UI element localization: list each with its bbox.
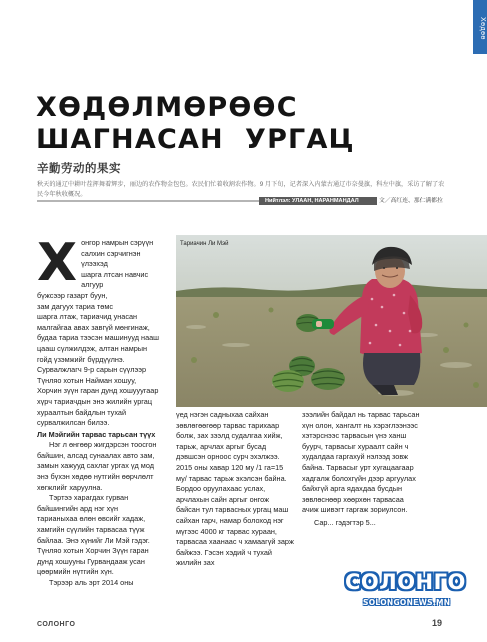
byline-bar <box>37 197 447 205</box>
byline-rule <box>37 200 259 202</box>
lead-line: салхин сэрчигнэн үлээхэд <box>81 248 141 269</box>
byline-author: 文／高红连、那仁满都拉 <box>379 198 443 204</box>
headline-line-2: ШАГНАСАН УРГАЦ <box>36 124 355 155</box>
farmer-photo <box>176 235 487 407</box>
solongo-logo[interactable] <box>345 570 466 625</box>
article-headline <box>36 92 356 156</box>
section-edge-tab <box>473 0 487 54</box>
section-subhead: Ли Мэйгийн тарвас тарьсан түүх <box>37 429 156 439</box>
byline-label: Нийтлэл: УЛААН, НАРАНМАНДАЛ <box>259 197 377 205</box>
headline-line-1: ХӨДӨЛМӨРӨӨС <box>36 92 298 123</box>
drop-cap: Х <box>37 233 78 293</box>
lead-line: зам дагуух тариа төмс <box>37 301 114 311</box>
logo-wordmark: СОЛОНГО <box>345 570 466 594</box>
article-column-2 <box>176 410 294 569</box>
paragraph: шарга лтаж, тариачид унасан малгайгаа авах завгүй мөнгинаж, будаа тариа тээсэн машинууд нааш цааш сүлжилдэж, алтан намрын гойд үзэмжийг бүрдүүлнэ. Сурвалжлагч 9-р сарын сүүлээр Түнляо хотын Найман хошуу, Хорчин зүүн гаран дунд хошууугаар хүрч тариачдын энэ жилийн ургац хураалтын байдлын тухай сурвалжилсан билээ. <box>37 312 160 428</box>
photo-illustration <box>176 235 487 407</box>
lead-line: онгор намрын сэрүүн <box>81 238 154 247</box>
chinese-intro: 秋天的通辽中耕叶茬挥舞着辉步，丽边的农作物金包包。农民们忙着收割农作物。9 月下旬，记者深入内蒙古通辽市奈曼旗，科左中旗，采访了解了农民今年秋收概况。 <box>37 181 445 198</box>
paragraph: Тэртээ харагдах гурван байшингийн ард нэг хүн тарианыхаа өлөн өвсийг хадаж, хамгийн сүүлийн тарвасаа түүж байлаа. Энэ хүнийг Ли Мэй гэдэг. Түнляо хотын Хорчин Зүүн гаран дунд хошууны Гурвандааж усан цөөрмийн нүтгийн хүн. <box>37 493 150 577</box>
lead-line: шарга лтсан навчис алгуур <box>81 269 149 290</box>
paragraph: үед нэгэн садныхаа сайхан зөвлөгөөгөөр тарвас тарихаар болж, зах зээлд судалгаа хийж, тарьж, арчлах аргыг бусад дэвшсэн орноос сурч эхэлжээ. 2015 оны хавар 120 му /1 га=15 му/ тарвас тарьж эхэлсэн байна. Бордоо оруулахаас услах, арчлахын сайн аргыг онгож байсан тул тарвасных ургац маш сайхан гарч, намар болоход нэг мүгээс 4000 кг тарвас хураан, тарвасаа хаанаас ч хамаагүй зарж байжээ. Гэсэн хэдий ч тухай жилийн зах <box>176 410 294 568</box>
page-number: 19 <box>432 618 443 628</box>
footer-magazine-name: СОЛОНГО <box>37 621 76 628</box>
article-column-3 <box>302 410 420 529</box>
section-edge-label: Хөдөө <box>479 16 486 40</box>
photo-caption: Тариачин Ли Мэй <box>180 241 229 247</box>
paragraph: зээлийн байдал нь тарвас тарьсан хүн олон, хангалт нь хэрэглээнээс хэтэрснээс тарвасын үнэ ханш буурч, тарвасыг хураалт сайн ч худалдаа гаргахуй нэлээд зовж байна. Тарвасыг урт хугацаагаар хадгалж болохгүйн дээр аргуулах байхгүй арга ядахдаа бусдын зөвлөснөөр хөөрхөн тарвасаа ачиж шивэгт гаргаж зориулсон. <box>302 410 420 515</box>
paragraph: Нэг л өнгөөр жигдэрсэн тоосгон байшин, алсад сунаалах авто зам, замын хажууд сахлаг ургах үд мод энэ бүхэн хөдөө нутгийн өөрчлөлт хөгжлийг харуулна. <box>37 440 157 492</box>
lead-line: бүжсээр газарт буун, <box>37 290 108 300</box>
article-column-1 <box>37 233 160 589</box>
paragraph: Сар... гэдэгтэр 5... <box>314 517 376 527</box>
paragraph: Тэрээр аль эрт 2014 оны <box>49 578 134 587</box>
chinese-subtitle: 辛勤劳动的果实 <box>37 163 121 175</box>
logo-url: SOLONGONEWS.MN <box>363 598 451 607</box>
